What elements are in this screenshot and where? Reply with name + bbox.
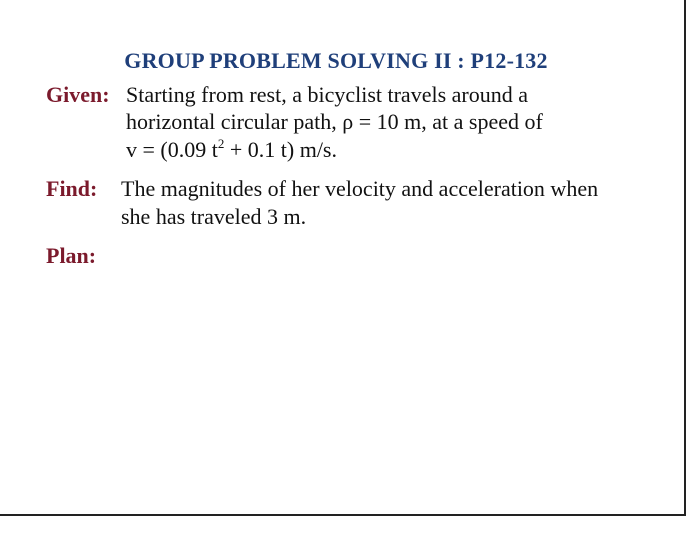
- given-label: Given:: [46, 82, 110, 107]
- find-label: Find:: [46, 176, 98, 201]
- given-line-2: horizontal circular path, ρ = 10 m, at a speed of: [126, 109, 543, 134]
- given-line-1: Starting from rest, a bicyclist travels around a: [126, 82, 528, 107]
- find-line-2: she has traveled 3 m.: [121, 204, 307, 229]
- given-formula: [126, 137, 337, 163]
- plan-label: Plan:: [46, 243, 97, 268]
- find-line-1: The magnitudes of her velocity and acceleration when: [121, 176, 599, 201]
- slide-title: GROUP PROBLEM SOLVING II : P12-132: [124, 48, 548, 73]
- formula-before: v = (0.09 t: [126, 137, 218, 162]
- formula-after: + 0.1 t) m/s.: [224, 137, 337, 162]
- formula-exponent: 2: [217, 136, 225, 151]
